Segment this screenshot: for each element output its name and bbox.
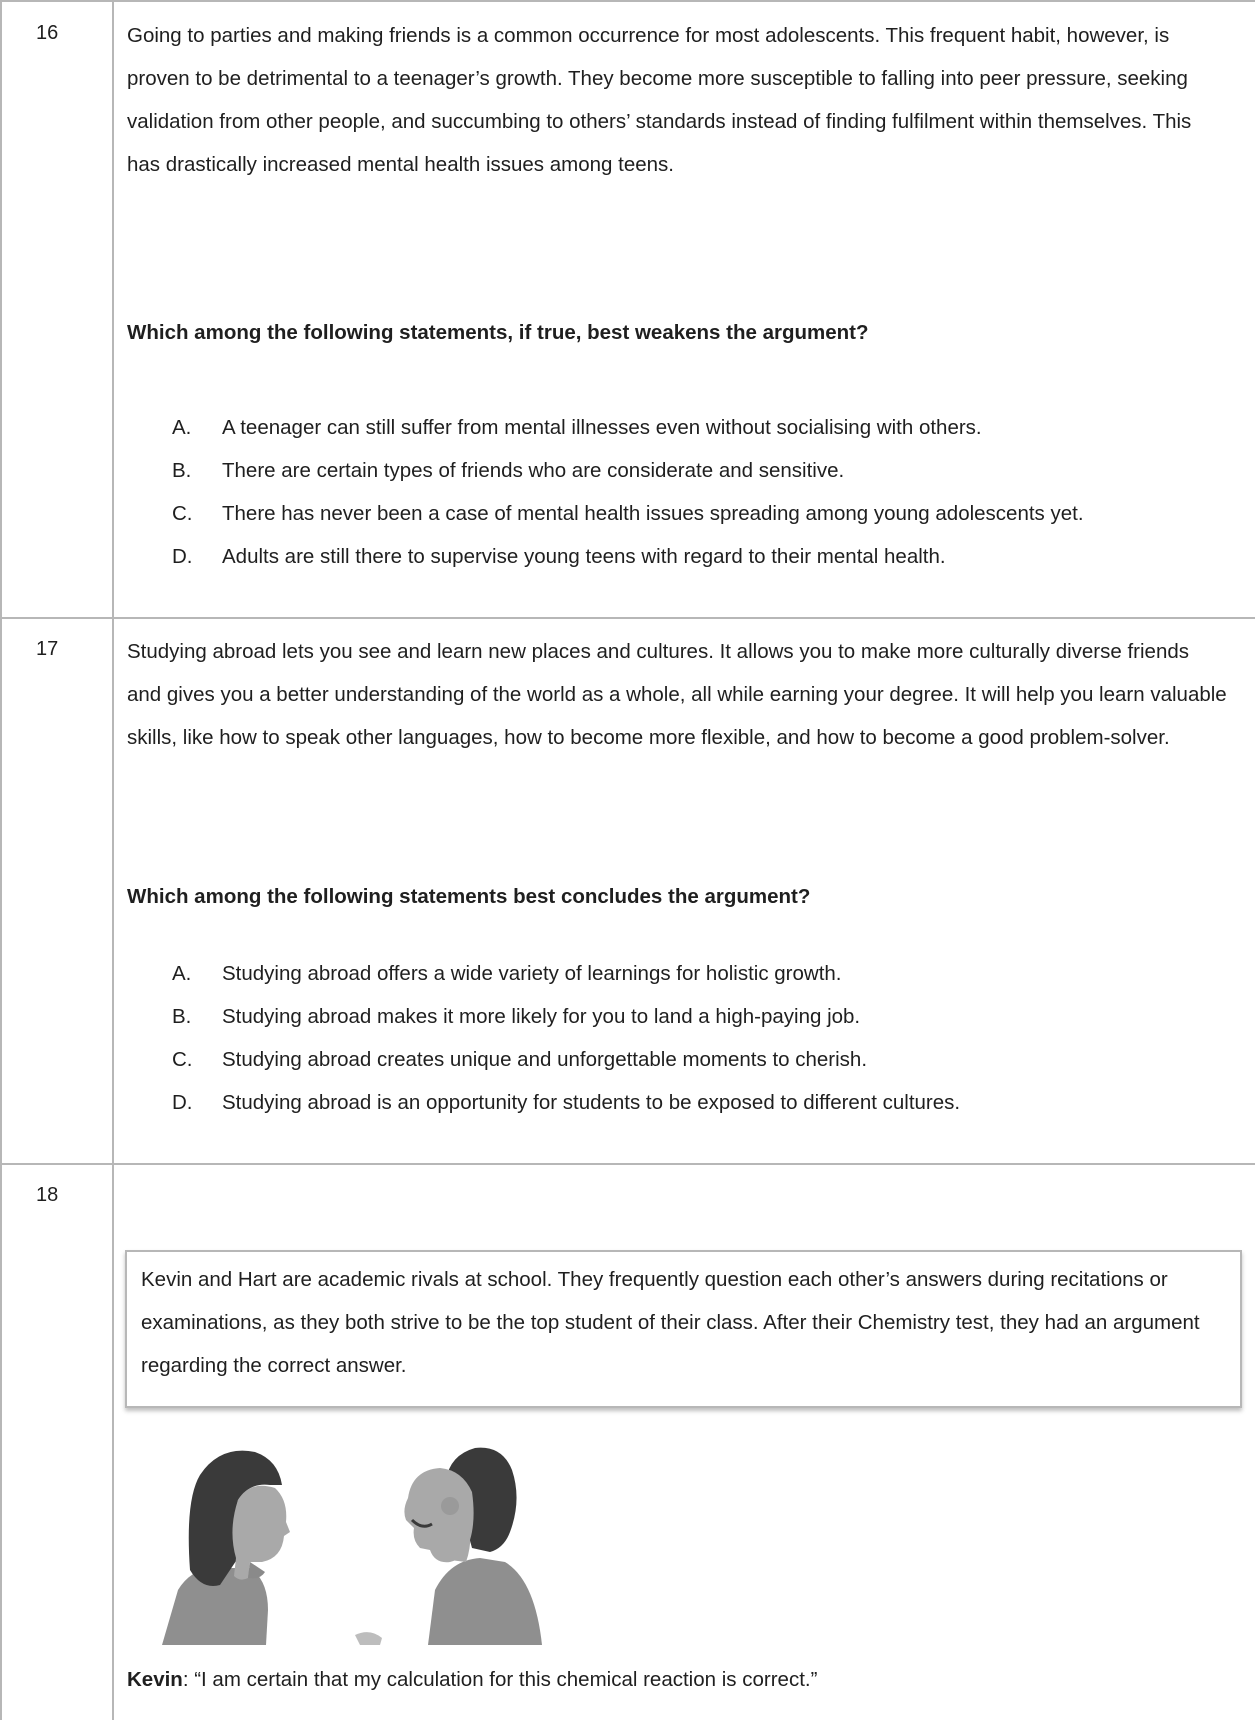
option-letter: A. <box>172 962 192 985</box>
two-students-illustration <box>150 1440 600 1645</box>
row-divider-16-17 <box>0 617 1255 619</box>
speaker-name: Kevin <box>127 1668 183 1691</box>
answer-option[interactable] <box>172 956 960 999</box>
option-letter: A. <box>172 416 192 439</box>
option-letter: C. <box>172 1048 193 1071</box>
option-text: Studying abroad makes it more likely for you to land a high-paying job. <box>222 1005 861 1028</box>
option-text: There has never been a case of mental health issues spreading among young adolescents yet. <box>222 502 1084 525</box>
question-passage: Studying abroad lets you see and learn new places and cultures. It allows you to make more culturally diverse friends and gives you a better understanding of the world as a whole, all while earning your degree. It will help you learn valuable skills, like how to speak other languages, how to become more flexible, and how to become a good problem-solver. <box>127 640 1227 749</box>
option-letter: B. <box>172 459 192 482</box>
table-border-top <box>0 0 1255 2</box>
answer-options <box>172 410 1084 582</box>
answer-options <box>172 956 960 1128</box>
dialogue-line <box>127 1668 817 1692</box>
question-passage: Going to parties and making friends is a common occurrence for most adolescents. This frequent habit, however, is proven to be detrimental to a teenager’s growth. They become more susceptible to falling into peer pressure, seeking validation from other people, and succumbing to others’ standards instead of finding fulfilment within themselves. This has drastically increased mental health issues among teens. <box>127 24 1192 176</box>
speaker-quote: : “I am certain that my calculation for this chemical reaction is correct.” <box>182 1668 818 1691</box>
option-letter: D. <box>172 1091 193 1114</box>
scenario-box <box>125 1250 1242 1408</box>
man-figure <box>404 1448 542 1645</box>
woman-figure <box>162 1451 290 1645</box>
answer-option[interactable] <box>172 999 960 1042</box>
question-number: 18 <box>36 1184 59 1206</box>
answer-option[interactable] <box>172 453 1084 496</box>
option-letter: C. <box>172 502 193 525</box>
question-number: 16 <box>36 22 59 44</box>
option-text: Adults are still there to supervise young teens with regard to their mental health. <box>222 545 946 568</box>
answer-option[interactable] <box>172 1085 960 1128</box>
question-prompt: Which among the following statements, if true, best weakens the argument? <box>127 321 869 344</box>
table-column-divider <box>112 0 114 1720</box>
table-border-left <box>0 0 2 1720</box>
answer-option[interactable] <box>172 410 1084 453</box>
paper-shape <box>355 1632 382 1645</box>
answer-option[interactable] <box>172 496 1084 539</box>
question-number: 17 <box>36 638 59 660</box>
option-letter: B. <box>172 1005 192 1028</box>
answer-option[interactable] <box>172 1042 960 1085</box>
option-text: There are certain types of friends who are considerate and sensitive. <box>222 459 845 482</box>
option-text: A teenager can still suffer from mental illnesses even without socialising with others. <box>222 416 982 439</box>
question-prompt: Which among the following statements best concludes the argument? <box>127 885 811 908</box>
scenario-text: Kevin and Hart are academic rivals at school. They frequently question each other’s answers during recitations or examinations, as they both strive to be the top student of their class. After their Chemistry test, they had an argument regarding the correct answer. <box>141 1268 1200 1377</box>
option-text: Studying abroad is an opportunity for students to be exposed to different cultures. <box>222 1091 961 1114</box>
row-divider-17-18 <box>0 1163 1255 1165</box>
answer-option[interactable] <box>172 539 1084 582</box>
option-text: Studying abroad offers a wide variety of learnings for holistic growth. <box>222 962 842 985</box>
option-letter: D. <box>172 545 193 568</box>
option-text: Studying abroad creates unique and unforgettable moments to cherish. <box>222 1048 868 1071</box>
